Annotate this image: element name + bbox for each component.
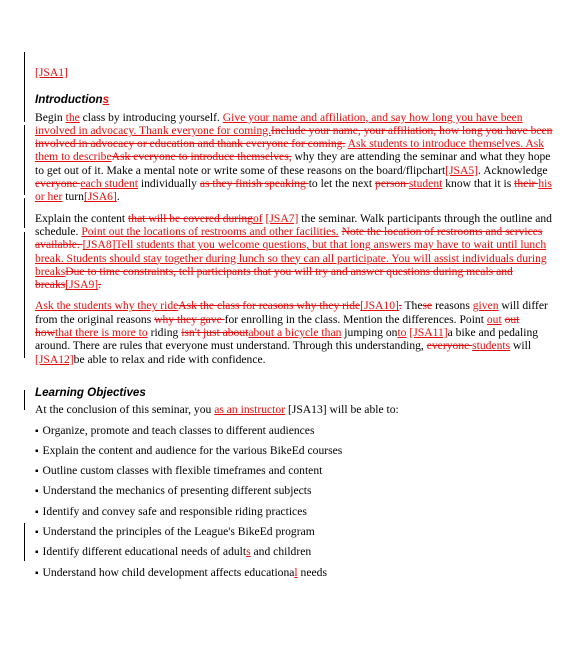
list-item: ▪ Understand the mechanics of presenting different subjects xyxy=(35,484,555,498)
list-item: ▪ Outline custom classes with flexible timeframes and content xyxy=(35,464,555,478)
comment-ref-jsa5[interactable]: [JSA5] xyxy=(445,163,479,177)
change-bar xyxy=(24,232,25,358)
comment-ref-jsa6[interactable]: [JSA6] xyxy=(83,190,117,204)
change-bar xyxy=(24,198,25,228)
comment-ref-jsa9[interactable]: [JSA9] xyxy=(65,278,99,292)
comment-ref-jsa12[interactable]: [JSA12] xyxy=(35,352,74,366)
change-bar xyxy=(24,125,25,195)
intro-paragraph-2: Explain the content that will be covered duringof [JSA7] the seminar. Walk participants through the outline and schedule. Point out the locations of restrooms and other facilities. Note the location of restrooms and services available. [JSA8]Tell students that you welcome questions, but that long answers may have to wait until lunch break. Students should stay together during lunch so they can all participate. You will assist individuals during breaksDue to time constraints, tell participants that you will try and answer questions during meals and breaks[JSA9]. xyxy=(35,211,552,292)
comment-ref-jsa8[interactable]: [JSA8] xyxy=(82,238,116,252)
learning-objectives-heading: Learning Objectives xyxy=(35,385,146,399)
change-bar xyxy=(24,52,25,122)
change-bar xyxy=(24,523,25,561)
list-item: ▪ Identify and convey safe and responsible riding practices xyxy=(35,505,555,519)
document-page xyxy=(35,58,555,586)
list-item: ▪ Identify different educational needs of adults and children xyxy=(35,545,555,559)
list-item: ▪ Organize, promote and teach classes to different audiences xyxy=(35,424,555,438)
comment-ref-jsa7[interactable]: [JSA7] xyxy=(265,211,299,225)
objectives-intro: At the conclusion of this seminar, you as an instructor [JSA13] will be able to: xyxy=(35,403,399,417)
change-bar xyxy=(24,390,25,410)
comment-ref-jsa13[interactable]: [JSA13] xyxy=(287,403,327,417)
list-item: ▪ Explain the content and audience for the various BikeEd courses xyxy=(35,444,555,458)
list-item: ▪ Understand the principles of the League's BikeEd program xyxy=(35,525,555,539)
introduction-heading: Introductions xyxy=(35,93,110,107)
comment-ref-jsa10[interactable]: [JSA10] xyxy=(360,299,399,313)
list-item: ▪ Understand how child development affects educational needs xyxy=(35,566,555,580)
comment-ref-jsa1[interactable]: [JSA1] xyxy=(35,66,68,79)
intro-paragraph-1: Begin the class by introducing yourself. Give your name and affiliation, and say how long you have been involved in advocacy. Thank everyone for coming.Include your name, your affiliation, how long you have been involved in advocacy or education and thank everyone for coming. Ask students to introduce themselves. Ask them to describeAsk everyone to introduce themselves, why they are attending the seminar and what they hope to get out of it. Make a mental note or write some of these reasons on the board/flipchart[JSA5]. Acknowledge everyone each student individually as they finish speaking to let the next person student know that it is their his or her turn[JSA6]. xyxy=(35,110,553,204)
objectives-list xyxy=(35,424,555,580)
comment-ref-jsa11[interactable]: [JSA11] xyxy=(409,326,448,340)
intro-paragraph-3: Ask the students why they rideAsk the class for reasons why they ride[JSA10]. These reasons given will differ from the original reasons why they gave for enrolling in the class. Mention the differences. Point out out howthat there is more to riding isn't just aboutabout a bicycle than jumping onto [JSA11]a bike and pedaling around. There are rules that everyone must understand. Through this understanding, everyone students will [JSA12]be able to relax and ride with confidence. xyxy=(35,299,548,366)
